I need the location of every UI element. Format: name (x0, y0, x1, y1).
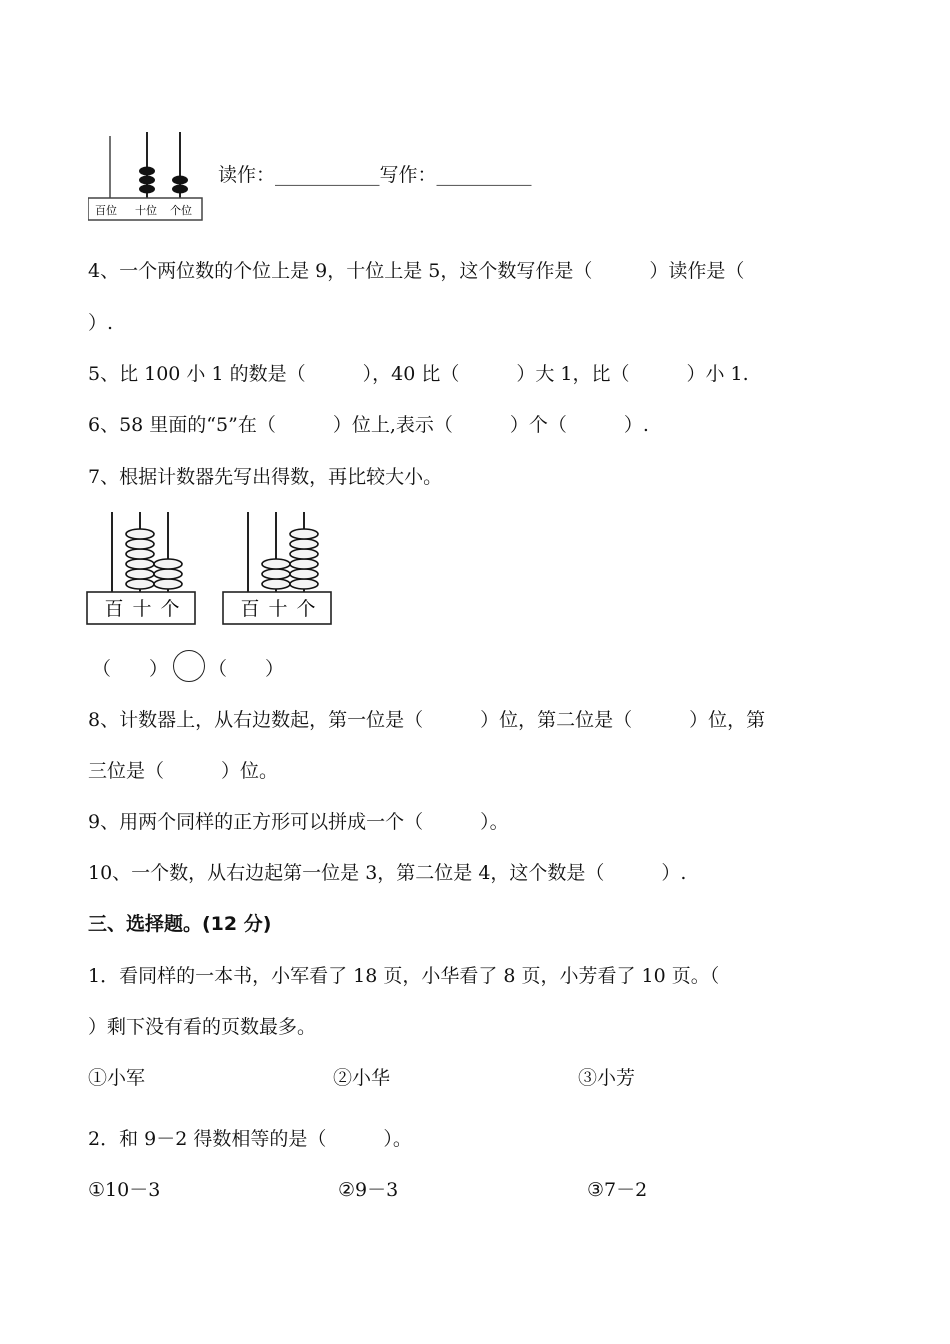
abacus-bead (290, 579, 318, 589)
abacus-2 (222, 508, 334, 628)
choice-1-option-a[interactable]: ①小军 (88, 1067, 146, 1089)
abacus-bead (154, 569, 182, 579)
bead (139, 185, 155, 194)
abacus-bead (126, 549, 154, 559)
small-abacus-label-hundreds: 百位 (95, 204, 117, 217)
write-blank: __________ (436, 164, 532, 186)
q3-read-write-line (218, 163, 532, 187)
bead (172, 176, 188, 185)
question-4-line2: ）. (88, 312, 114, 334)
choice-1-line1: 1．看同样的一本书，小军看了 18 页，小华看了 8 页，小芳看了 10 页。（ (88, 965, 720, 987)
choice-2-question: 2．和 9－2 得数相等的是（ ）。 (88, 1128, 412, 1150)
choice-2-option-a[interactable]: ①10－3 (88, 1179, 161, 1201)
abacus1-label-ones: 个 (160, 598, 180, 620)
question-8-line2: 三位是（ ）位。 (88, 760, 279, 782)
bead (139, 176, 155, 185)
compare-right-blank: （ ） (208, 658, 285, 680)
abacus-bead (290, 569, 318, 579)
small-abacus-label-tens: 十位 (135, 204, 157, 217)
bead (139, 167, 155, 176)
abacus-bead (126, 539, 154, 549)
abacus-bead (154, 559, 182, 569)
small-abacus-label-ones: 个位 (170, 204, 192, 217)
read-blank: ___________ (275, 164, 380, 186)
abacus-bead (154, 579, 182, 589)
abacus1-label-hundreds: 百 (104, 598, 124, 620)
abacus-bead (126, 569, 154, 579)
choice-2-option-c[interactable]: ③7－2 (587, 1179, 648, 1201)
abacus2-label-tens: 十 (268, 598, 288, 620)
choice-1-option-c[interactable]: ③小芳 (578, 1067, 636, 1089)
abacus-bead (290, 529, 318, 539)
abacus-bead (262, 579, 290, 589)
question-4-line1: 4、一个两位数的个位上是 9，十位上是 5，这个数写作是（ ）读作是（ (88, 260, 745, 282)
abacus-bead (290, 539, 318, 549)
write-label: 写作： (379, 164, 437, 186)
bead (172, 185, 188, 194)
question-6: 6、58 里面的“5”在（ ）位上,表示（ ）个（ ）. (88, 414, 649, 436)
small-abacus-figure (88, 126, 208, 226)
abacus-bead (290, 559, 318, 569)
question-5: 5、比 100 小 1 的数是（ ），40 比（ ）大 1，比（ ）小 1. (88, 363, 749, 385)
section-3-title: 三、选择题。(12 分) (88, 913, 272, 935)
question-10: 10、一个数，从右边起第一位是 3，第二位是 4，这个数是（ ）. (88, 862, 687, 884)
abacus-1 (86, 508, 198, 628)
abacus-bead (262, 569, 290, 579)
abacus-bead (126, 529, 154, 539)
abacus-bead (126, 559, 154, 569)
question-7: 7、根据计数器先写出得数，再比较大小。 (88, 466, 443, 488)
abacus2-label-ones: 个 (296, 598, 316, 620)
compare-circle[interactable] (173, 650, 205, 682)
question-8-line1: 8、计数器上，从右边数起，第一位是（ ）位，第二位是（ ）位，第 (88, 709, 766, 731)
choice-2-option-b[interactable]: ②9－3 (338, 1179, 399, 1201)
question-9: 9、用两个同样的正方形可以拼成一个（ ）。 (88, 811, 509, 833)
abacus1-label-tens: 十 (132, 598, 152, 620)
choice-1-option-b[interactable]: ②小华 (333, 1067, 391, 1089)
abacus-bead (262, 559, 290, 569)
abacus2-label-hundreds: 百 (240, 598, 260, 620)
choice-1-line2: ）剩下没有看的页数最多。 (88, 1016, 317, 1038)
compare-left-blank: （ ） (92, 658, 169, 680)
abacus-bead (126, 579, 154, 589)
read-label: 读作： (218, 164, 276, 186)
abacus-bead (290, 549, 318, 559)
